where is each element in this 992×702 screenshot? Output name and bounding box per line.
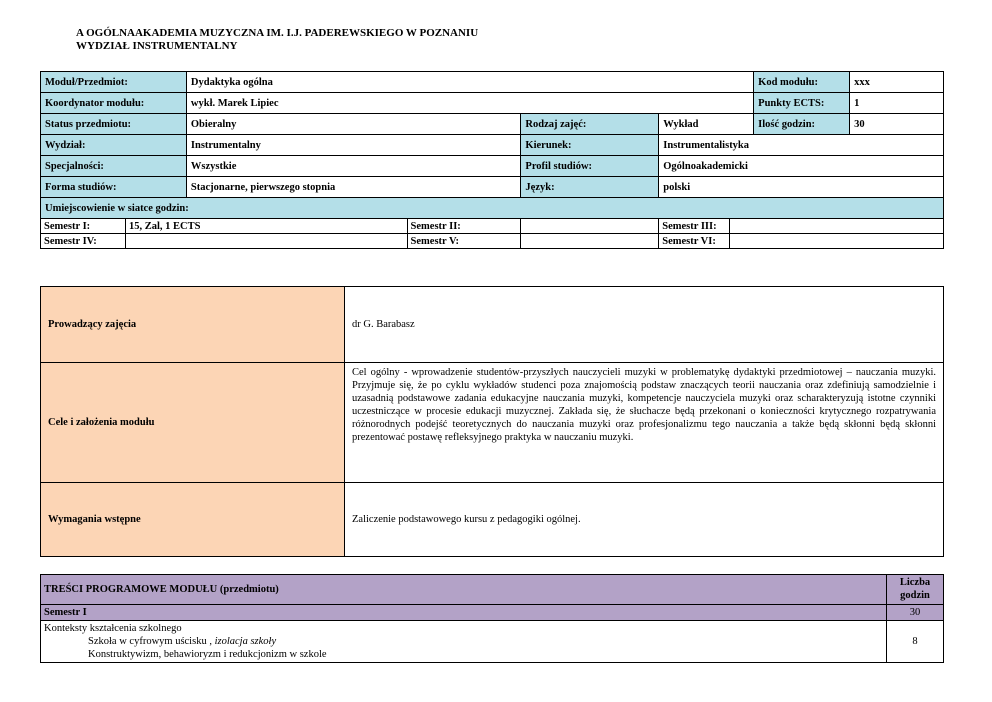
forma-label: Forma studiów: — [41, 177, 187, 198]
kierunek-label: Kierunek: — [521, 135, 659, 156]
cele-label: Cele i założenia modułu — [41, 363, 345, 483]
semester-row-hours: 30 — [887, 605, 944, 621]
prowadzacy-label: Prowadzący zajęcia — [41, 287, 345, 363]
semestr-1-value: 15, Zal, 1 ECTS — [125, 219, 407, 234]
profil-value: Ogólnoakademicki — [659, 156, 944, 177]
umiejscowienie-label: Umiejscowienie w siatce godzin: — [41, 198, 944, 219]
jezyk-value: polski — [659, 177, 944, 198]
ilosc-label: Ilość godzin: — [754, 114, 850, 135]
specjalnosci-value: Wszystkie — [186, 156, 521, 177]
topic-hours: 8 — [887, 621, 944, 663]
prowadzacy-value: dr G. Barabasz — [345, 287, 944, 363]
wymagania-value: Zaliczenie podstawowego kursu z pedagogiki ogólnej. — [345, 483, 944, 557]
program-title: TREŚCI PROGRAMOWE MODUŁU (przedmiotu) — [41, 575, 887, 605]
topic-line-1-plain: Szkoła w cyfrowym uścisku , — [88, 636, 215, 647]
semestr-2-label: Semestr II: — [407, 219, 521, 234]
semestr-3-label: Semestr III: — [659, 219, 730, 234]
semestr-4-label: Semestr IV: — [41, 234, 126, 249]
kierunek-value: Instrumentalistyka — [659, 135, 944, 156]
cele-value: Cel ogólny - wprowadzenie studentów-przyszłych nauczycieli muzyki w problematykę dydaktyki przedmiotowej – nauczania muzyki. Przyjmuje się, że po cyklu wykładów studenci poza znajomością podstaw znaczących teorii nauczania oraz zdefiniują samodzielnie i uzasadnią podstawowe zadania edukacyjne nauczania muzyki, kompetencje nauczyciela muzyki oraz scharakteryzują istotne czynniki uczestniczące w procesie edukacji muzycznej. Zakłada się, że słuchacze będą przekonani o konieczności krytycznego rozpatrywania różnorodnych podejść teoretycznych do nauczania muzyki oraz profesjonalizmu tego nauczania a także będą skłonni będą skłonni prezentować postawę refleksyjnego praktyka w nauczaniu muzyki. — [345, 363, 944, 483]
modul-value: Dydaktyka ogólna — [186, 72, 753, 93]
profil-label: Profil studiów: — [521, 156, 659, 177]
status-label: Status przedmiotu: — [41, 114, 187, 135]
document-header — [76, 27, 478, 53]
semestr-6-value — [730, 234, 944, 249]
semestr-4-value — [125, 234, 407, 249]
semestr-5-label: Semestr V: — [407, 234, 521, 249]
hours-header — [887, 575, 944, 605]
status-value: Obieralny — [186, 114, 521, 135]
topic-line-1 — [44, 635, 883, 648]
rodzaj-value: Wykład — [659, 114, 754, 135]
topic-line-1-italic: izolacja szkoły — [214, 636, 277, 647]
specjalnosci-label: Specjalności: — [41, 156, 187, 177]
header-institution: A OGÓLNAAKADEMIA MUZYCZNA IM. I.J. PADEREWSKIEGO W POZNANIU — [76, 27, 479, 39]
ilosc-value: 30 — [850, 114, 944, 135]
topic-cell — [41, 621, 887, 663]
ects-value: 1 — [850, 93, 944, 114]
wydzial-value: Instrumentalny — [186, 135, 521, 156]
topic-line-2: Konstruktywizm, behawioryzm i redukcjonizm w szkole — [88, 649, 327, 660]
kod-value: xxx — [850, 72, 944, 93]
semestr-1-label: Semestr I: — [41, 219, 126, 234]
topic-title: Konteksty kształcenia szkolnego — [44, 623, 182, 634]
koordynator-value: wykł. Marek Lipiec — [186, 93, 753, 114]
header-faculty: WYDZIAŁ INSTRUMENTALNY — [76, 40, 238, 52]
semestr-3-value — [730, 219, 944, 234]
semester-row-label: Semestr I — [41, 605, 887, 621]
wydzial-label: Wydział: — [41, 135, 187, 156]
wymagania-label: Wymagania wstępne — [41, 483, 345, 557]
hours-header-line2: godzin — [900, 590, 930, 601]
forma-value: Stacjonarne, pierwszego stopnia — [186, 177, 521, 198]
semestr-6-label: Semestr VI: — [659, 234, 730, 249]
hours-header-line1: Liczba — [899, 577, 931, 588]
semestr-5-value — [521, 234, 659, 249]
program-content-table — [40, 574, 944, 663]
ects-label: Punkty ECTS: — [754, 93, 850, 114]
module-info-table — [40, 71, 944, 249]
kod-label: Kod modułu: — [754, 72, 850, 93]
rodzaj-label: Rodzaj zajęć: — [521, 114, 659, 135]
module-details-table — [40, 286, 944, 557]
semestr-2-value — [521, 219, 659, 234]
koordynator-label: Koordynator modułu: — [41, 93, 187, 114]
modul-label: Moduł/Przedmiot: — [41, 72, 187, 93]
jezyk-label: Język: — [521, 177, 659, 198]
